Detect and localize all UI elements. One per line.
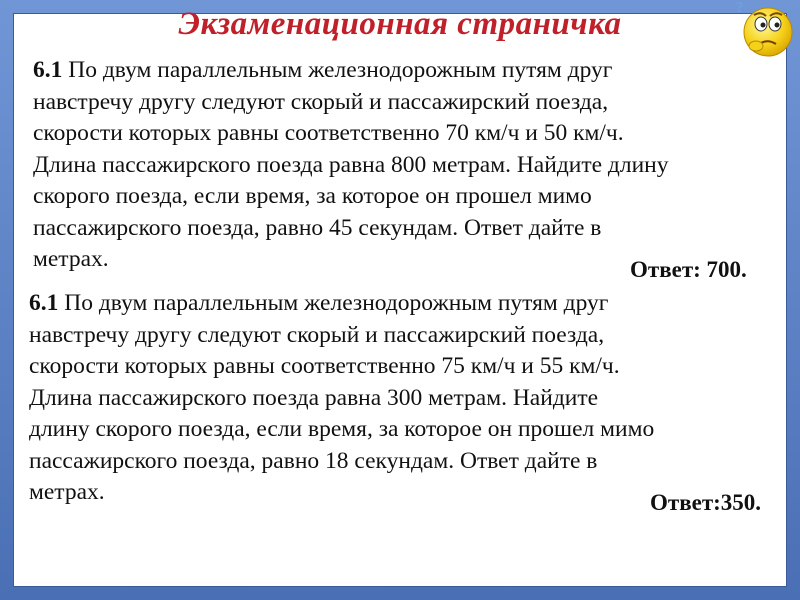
problem-2-number: 6.1	[29, 290, 59, 316]
thinking-smiley-icon	[734, 0, 796, 60]
problem-1-line-6: пассажирского поезда, равно 45 секундам. Ответ дайте в	[33, 214, 602, 241]
page-title: Экзаменационная страничка	[178, 6, 622, 42]
problem-2-line-3: скорости которых равны соответственно 75 км/ч и 55 км/ч.	[29, 353, 620, 379]
problem-1	[33, 55, 763, 276]
problem-2-line-5: длину скорого поезда, если время, за которое он прошел мимо	[29, 416, 655, 442]
problem-2-line-4: Длина пассажирского поезда равна 300 метрам. Найдите	[29, 384, 599, 411]
problem-2-line-2: навстречу другу следуют скорый и пассажирский поезда,	[29, 321, 605, 348]
problem-1-line-4: Длина пассажирского поезда равна 800 метрам. Найдите длину	[33, 151, 669, 178]
problem-2	[29, 288, 759, 509]
problem-1-line-5: скорого поезда, если время, за которое он прошел мимо	[33, 183, 592, 209]
problem-1-line-1: 6.1 По двум параллельным железнодорожным путям друг	[33, 57, 613, 83]
problem-2-line-1: 6.1 По двум параллельным железнодорожным путям друг	[29, 290, 609, 316]
problem-1-answer: Ответ: 700.	[630, 257, 747, 282]
problem-1-line-3: скорости которых равны соответственно 70 км/ч и 50 км/ч.	[33, 120, 624, 146]
problem-1-line-7: метрах.	[33, 246, 109, 272]
problem-1-number: 6.1	[33, 57, 63, 83]
problem-2-answer: Ответ:350.	[650, 490, 762, 515]
problem-2-line-7: метрах.	[29, 479, 105, 505]
svg-text:?: ?	[736, 1, 744, 16]
problem-1-line-2: навстречу другу следуют скорый и пассажирский поезда,	[33, 88, 609, 115]
problem-2-line-6: пассажирского поезда, равно 18 секундам. Ответ дайте в	[29, 447, 598, 474]
